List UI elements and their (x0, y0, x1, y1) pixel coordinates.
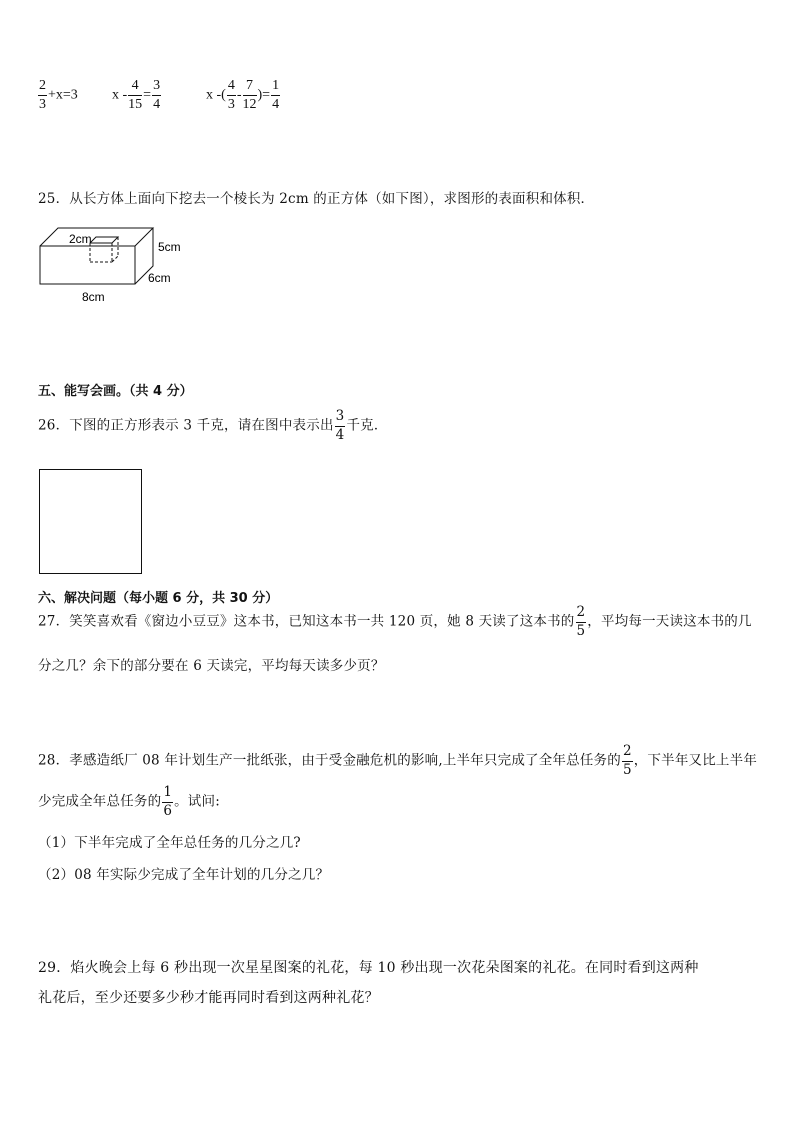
cube-edge-label: 2cm (69, 232, 92, 246)
question-26-text: 26．下图的正方形表示 3 千克，请在图中表示出 $\frac{3}{4}$ 千克． (38, 408, 388, 443)
removed-cube (90, 237, 118, 262)
fraction: $\frac{1}{6}$ (163, 784, 173, 819)
fraction: $\frac{4}{15}$ (128, 78, 143, 112)
cuboid-diagram (30, 222, 200, 307)
cuboid-front-face (40, 246, 135, 284)
height-label: 5cm (158, 240, 181, 254)
square-drawing-area (39, 469, 142, 574)
fraction: $\frac{3}{4}$ (335, 408, 345, 443)
question-28-line-1: 28．孝感造纸厂 08 年计划生产一批纸张，由于受金融危机的影响,上半年只完成了全年总任务的 $\frac{2}{5}$ ，下半年又比上半年 (38, 743, 758, 778)
question-28-sub-2: （2）08 年实际少完成了全年计划的几分之几？ (38, 867, 330, 883)
fraction: $\frac{2}{5}$ (576, 604, 586, 639)
question-25-text: 25．从长方体上面向下挖去一个棱长为 2cm 的正方体（如下图），求图形的表面积和体积． (38, 191, 595, 207)
question-29-line-2: 礼花后，至少还要多少秒才能再同时看到这两种礼花？ (38, 990, 379, 1006)
equation-2: x - $\frac{4}{15}$ = $\frac{3}{4}$ (112, 78, 161, 112)
question-28-sub-1: （1）下半年完成了全年总任务的几分之几? (38, 835, 301, 851)
question-27-line-2: 分之几？余下的部分要在 6 天读完，平均每天读多少页？ (38, 658, 385, 674)
fraction: $\frac{7}{12}$ (242, 78, 257, 112)
fraction: $\frac{2}{5}$ (622, 743, 632, 778)
question-27-line-1: 27．笑笑喜欢看《窗边小豆豆》这本书，已知这本书一共 120 页，她 8 天读了这本书的 $\frac{2}{5}$ ，平均每一天读这本书的几 (38, 604, 752, 639)
equation-1: $\frac{2}{3}$ +x=3 (39, 78, 78, 112)
length-label: 8cm (82, 290, 105, 304)
depth-label: 6cm (148, 271, 171, 285)
fraction: $\frac{1}{4}$ (272, 78, 280, 112)
fraction: $\frac{4}{3}$ (227, 78, 235, 112)
section-5-heading: 五、能写会画。（共 4 分） (38, 384, 193, 399)
fraction: $\frac{3}{4}$ (153, 78, 161, 112)
question-28-line-2: 少完成全年总任务的 $\frac{1}{6}$ 。试问: (38, 784, 220, 819)
section-6-heading: 六、解决问题（每小题 6 分，共 30 分） (38, 591, 279, 606)
question-29-line-1: 29．焰火晚会上每 6 秒出现一次星星图案的礼花，每 10 秒出现一次花朵图案的礼花。在同时看到这两种 (38, 960, 699, 976)
equation-3: x -( $\frac{4}{3}$ - $\frac{7}{12}$ )= $\frac{1}{4}$ (206, 78, 280, 112)
fraction: $\frac{2}{3}$ (39, 78, 46, 112)
